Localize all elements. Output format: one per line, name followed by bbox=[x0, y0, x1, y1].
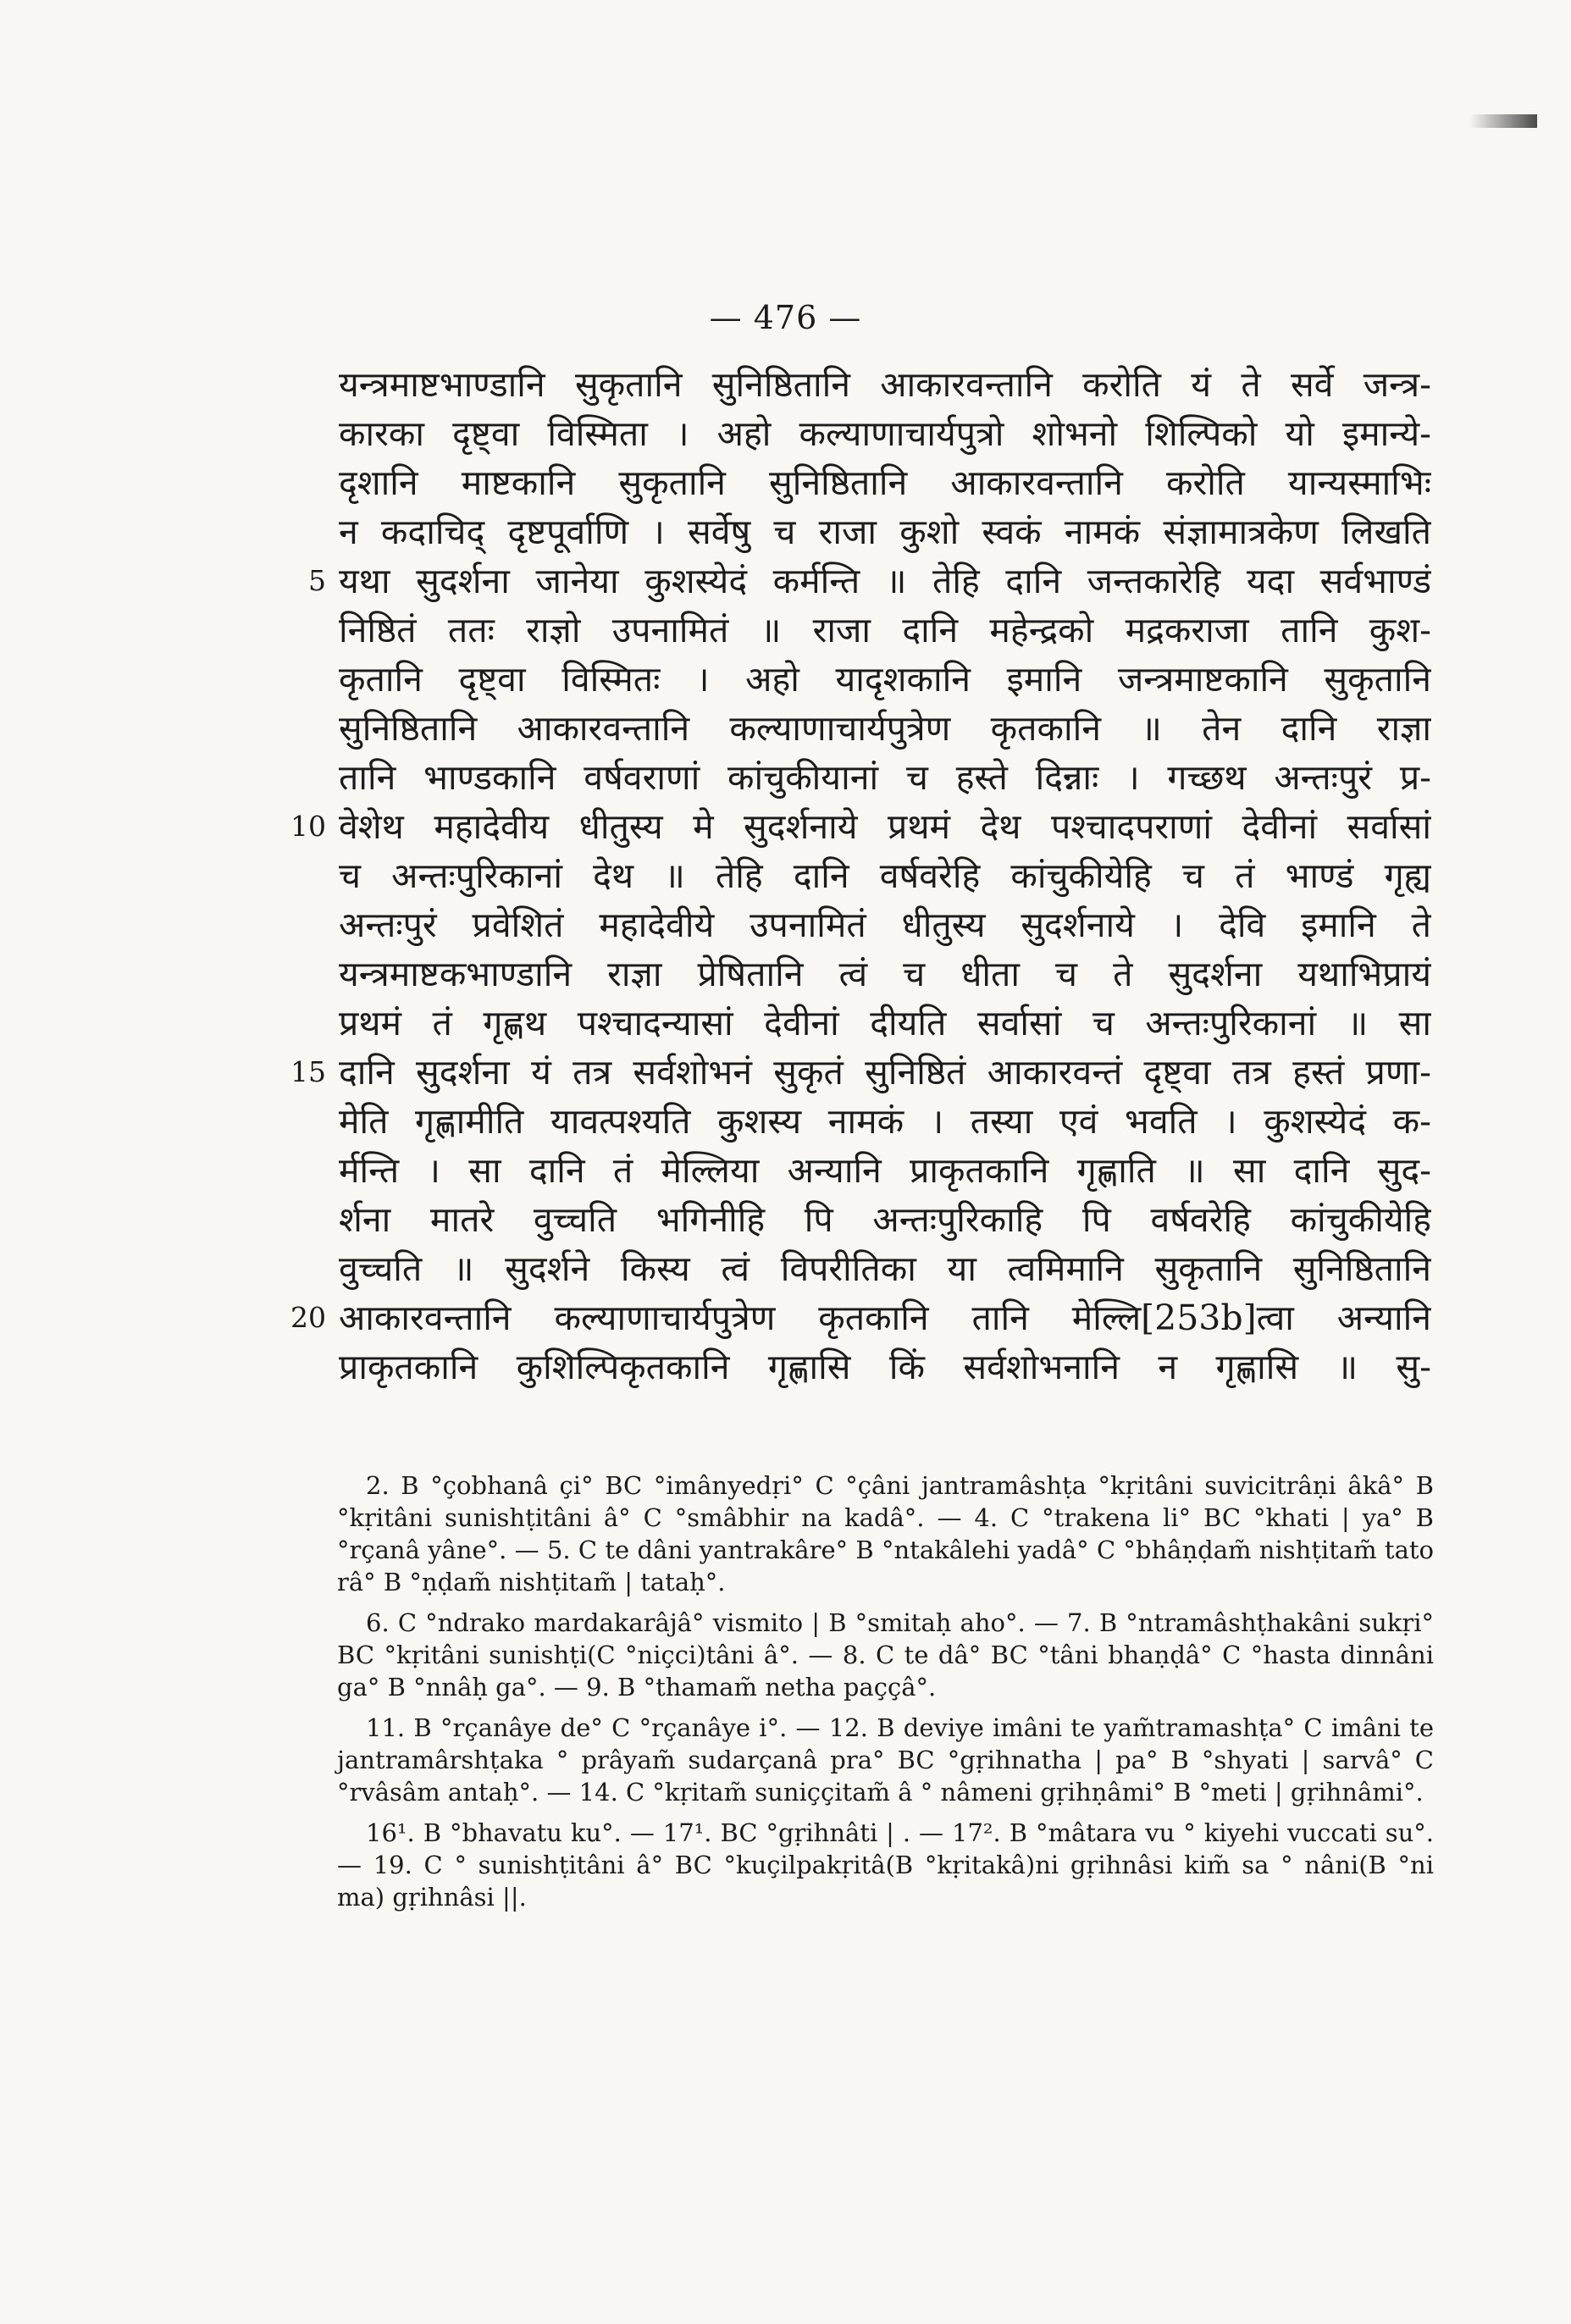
text-line: निष्ठितं ततः राज्ञो उपनामितं ॥ राजा दानि महेन्द्रको मद्रकराजा तानि कुश- bbox=[339, 610, 1431, 650]
text-line: र्मन्ति । सा दानि तं मेल्लिया अन्यानि प्राकृतकानि गृह्णाति ॥ सा दानि सुद- bbox=[339, 1150, 1431, 1191]
text-line: आकारवन्तानि कल्याणाचार्यपुत्रेण कृतकानि तानि मेल्लि[253b]त्वा अन्यानि bbox=[339, 1298, 1431, 1338]
line-number: 10 bbox=[290, 810, 326, 843]
line-number: 20 bbox=[290, 1301, 326, 1334]
text-line: मेति गृह्णामीति यावत्पश्यति कुशस्य नामकं । तस्या एवं भवति । कुशस्येदं क- bbox=[339, 1101, 1431, 1142]
footnotes bbox=[337, 1469, 1434, 1922]
text-line: र्शना मातरे वुच्चति भगिनीहि पि अन्तःपुरिकाहि पि वर्षवरेहि कांचुकीयेहि bbox=[339, 1199, 1431, 1240]
text-line: वेशेथ महादेवीय धीतुस्य मे सुदर्शनाये प्रथमं देथ पश्चादपराणां देवीनां सर्वासां bbox=[339, 806, 1431, 847]
line-number: 5 bbox=[308, 564, 326, 597]
page-number: — 476 — bbox=[709, 299, 862, 336]
text-line: न कदाचिद् दृष्टपूर्वाणि । सर्वेषु च राजा कुशो स्वकं नामकं संज्ञामात्रकेण लिखति bbox=[339, 512, 1431, 552]
text-line: वुच्चति ॥ सुदर्शने किस्य त्वं विपरीतिका या त्वमिमानि सुकृतानि सुनिष्ठितानि bbox=[339, 1248, 1431, 1289]
text-line: च अन्तःपुरिकानां देथ ॥ तेहि दानि वर्षवरेहि कांचुकीयेहि च तं भाण्डं गृह्य bbox=[339, 855, 1431, 896]
text-line: दृशानि माष्टकानि सुकृतानि सुनिष्ठितानि आकारवन्तानि करोति यान्यस्माभिः bbox=[339, 462, 1431, 503]
scan-artifact bbox=[1469, 114, 1537, 128]
text-line: यथा सुदर्शना जानेया कुशस्येदं कर्मन्ति ॥ तेहि दानि जन्तकारेहि यदा सर्वभाण्डं bbox=[339, 561, 1431, 601]
line-number: 15 bbox=[290, 1055, 326, 1088]
footnote-paragraph: 2. B °çobhanâ çi° BC °imânyedṛi° C °çâni jantramâshṭa °kṛitâni suvicitrâṇi âkâ° B °kṛitâni sunishṭitâni â° C °smâbhir na kadâ°. — 4. C °trakena li° BC °khati | ya° B °rçanâ yâne°. — 5. C te dâni yantrakâre° B °ntakâlehi yadâ° C °bhâṇḍam̃ nishṭitam̃ tato râ° B °ṇḍam̃ nishṭitam̃ | tataḥ°. bbox=[337, 1471, 1434, 1596]
text-line: कारका दृष्ट्वा विस्मिता । अहो कल्याणाचार्यपुत्रो शोभनो शिल्पिको यो इमान्ये- bbox=[339, 413, 1431, 454]
footnote-paragraph: 11. B °rçanâye de° C °rçanâye i°. — 12. B deviye imâni te yam̃tramashṭa° C imâni te jantramârshṭaka ° prâyam̃ sudarçanâ pra° BC °gṛihnatha | pa° B °shyati | sarvâ° C °rvâsâm antaḥ°. — 14. C °kṛitam̃ suniççitam̃ â ° nâmeni gṛihṇâmi° B °meti | gṛihnâmi°. bbox=[337, 1713, 1434, 1807]
text-line: प्रथमं तं गृह्णथ पश्चादन्यासां देवीनां दीयति सर्वासां च अन्तःपुरिकानां ॥ सा bbox=[339, 1003, 1431, 1043]
text-line: यन्त्रमाष्टकभाण्डानि राज्ञा प्रेषितानि त्वं च धीता च ते सुदर्शना यथाभिप्रायं bbox=[339, 954, 1431, 994]
text-line: यन्त्रमाष्टभाण्डानि सुकृतानि सुनिष्ठितानि आकारवन्तानि करोति यं ते सर्वे जन्त्र- bbox=[339, 364, 1431, 405]
sanskrit-text-block bbox=[339, 360, 1431, 1392]
footnote-paragraph: 6. C °ndrako mardakarâjâ° vismito | B °smitaḥ aho°. — 7. B °ntramâshṭhakâni sukṛi° BC °kṛitâni sunishṭi(C °niçci)tâni â°. — 8. C te dâ° BC °tâni bhaṇḍâ° C °hasta dinnâni ga° B °nnâḥ ga°. — 9. B °thamam̃ netha paççâ°. bbox=[337, 1608, 1434, 1702]
text-line: प्राकृतकानि कुशिल्पिकृतकानि गृह्णासि किं सर्वशोभनानि न गृह्णासि ॥ सु- bbox=[339, 1347, 1431, 1387]
text-line: दानि सुदर्शना यं तत्र सर्वशोभनं सुकृतं सुनिष्ठितं आकारवन्तं दृष्ट्वा तत्र हस्तं प्रणा- bbox=[339, 1052, 1431, 1093]
text-line: सुनिष्ठितानि आकारवन्तानि कल्याणाचार्यपुत्रेण कृतकानि ॥ तेन दानि राज्ञा bbox=[339, 708, 1431, 749]
text-line: कृतानि दृष्ट्वा विस्मितः । अहो यादृशकानि इमानि जन्त्रमाष्टकानि सुकृतानि bbox=[339, 659, 1431, 700]
text-line: अन्तःपुरं प्रवेशितं महादेवीये उपनामितं धीतुस्य सुदर्शनाये । देवि इमानि ते bbox=[339, 905, 1431, 945]
footnote-paragraph: 16¹. B °bhavatu ku°. — 17¹. BC °gṛihnâti | . — 17². B °mâtara vu ° kiyehi vuccati su°. — 19. C ° sunishṭitâni â° BC °kuçilpakṛitâ(B °kṛitakâ)ni gṛihnâsi kim̃ sa ° nâni(B °ni ma) gṛihnâsi ||. bbox=[337, 1818, 1434, 1912]
text-line: तानि भाण्डकानि वर्षवराणां कांचुकीयानां च हस्ते दिन्नाः । गच्छथ अन्तःपुरं प्र- bbox=[339, 757, 1431, 798]
